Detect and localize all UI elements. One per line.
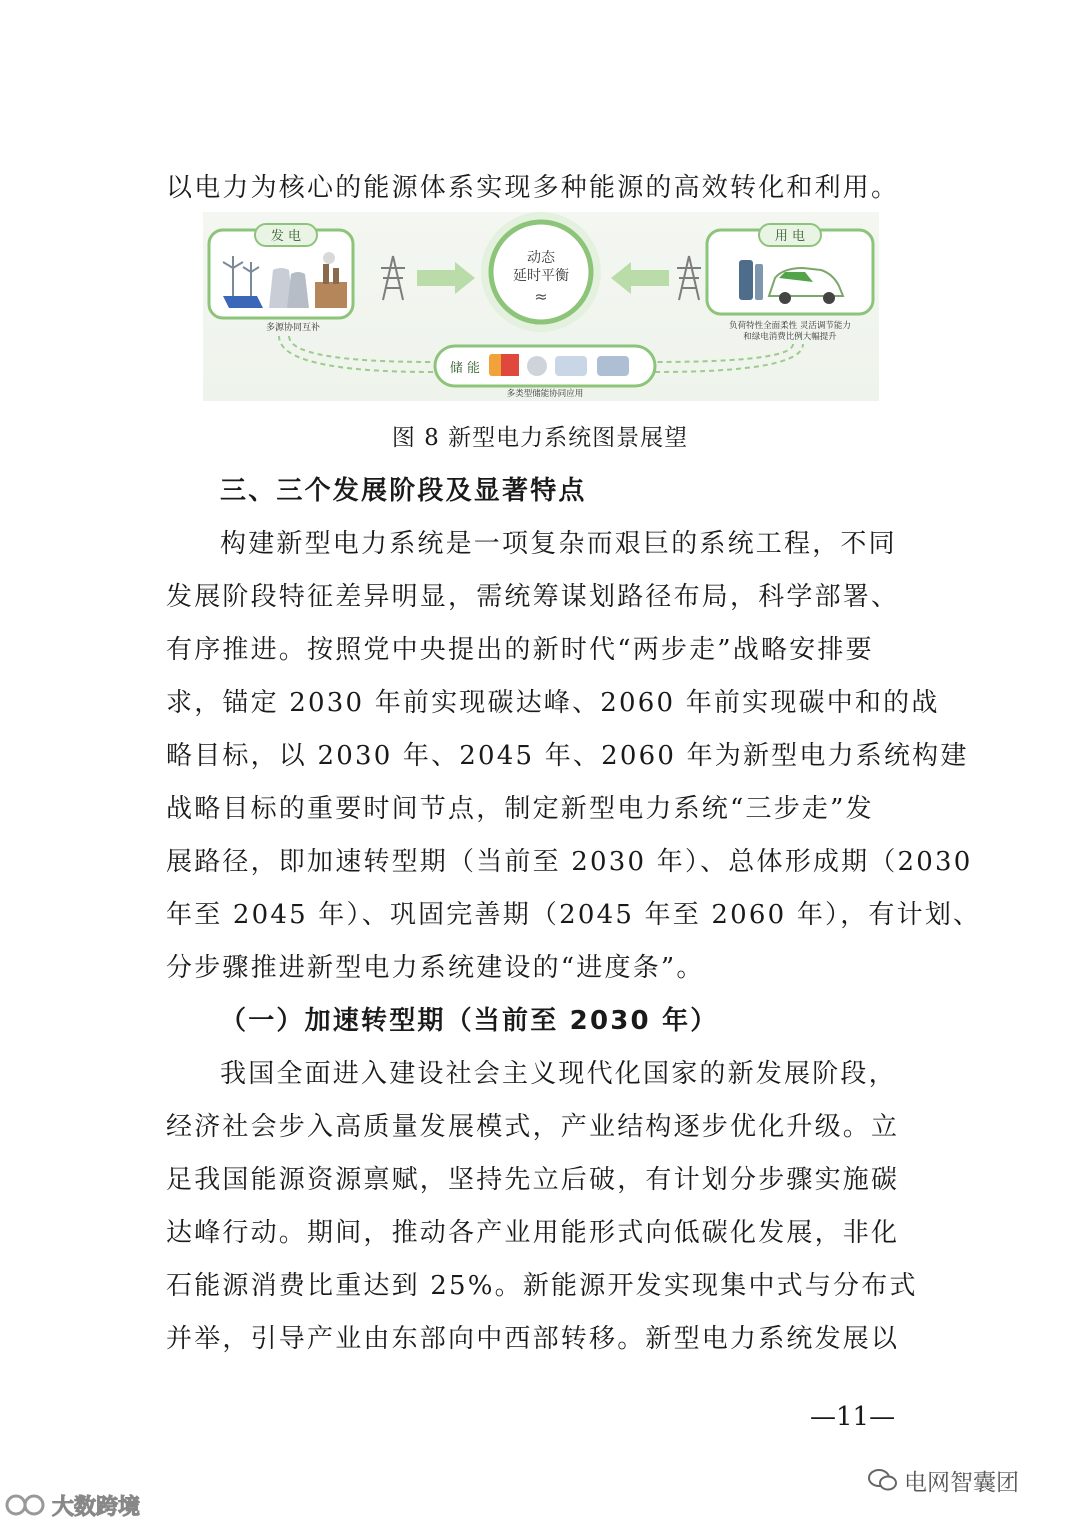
paragraph-line: 以电力为核心的能源体系实现多种能源的高效转化和利用。 — [166, 173, 900, 203]
paragraph-line: 构建新型电力系统是一项复杂而艰巨的系统工程，不同 — [220, 529, 897, 559]
storage-note: 多类型储能协同应用 — [506, 389, 584, 399]
corner-watermark — [4, 1490, 140, 1520]
subsection-heading: （一）加速转型期（当前至 2030 年） — [220, 1006, 719, 1036]
paragraph-line: 达峰行动。期间，推动各产业用能形式向低碳化发展，非化 — [166, 1218, 900, 1248]
center-line2: 延时平衡 — [513, 268, 569, 284]
transmission-tower-icon — [381, 256, 405, 300]
charger-icon — [739, 260, 753, 300]
gen-note: 多源协同互补 — [265, 323, 321, 333]
corner-watermark-text: 大数跨境 — [52, 1494, 141, 1520]
paragraph-line: 分步骤推进新型电力系统建设的“进度条”。 — [166, 953, 705, 983]
new-power-system-figure — [203, 212, 879, 401]
storage-label: 储 能 — [449, 361, 481, 376]
battery-icon — [489, 354, 519, 376]
transmission-tower-icon — [677, 256, 701, 300]
center-line1: 动态 — [527, 250, 555, 266]
solar-panel-icon — [223, 296, 263, 308]
paragraph-line: 略目标，以 2030 年、2045 年、2060 年为新型电力系统构建 — [166, 741, 969, 771]
paragraph-line: 我国全面进入建设社会主义现代化国家的新发展阶段， — [220, 1059, 897, 1089]
paragraph-line: 并举，引导产业由东部向中西部转移。新型电力系统发展以 — [166, 1324, 900, 1354]
use-note2: 和绿电消费比例大幅提升 — [743, 332, 837, 342]
gen-label: 发 电 — [270, 229, 302, 244]
flywheel-icon — [527, 356, 547, 376]
storage-tank-icon — [555, 356, 587, 376]
arrow-right-icon — [417, 262, 475, 294]
figure-caption: 图 8 新型电力系统图景展望 — [391, 425, 689, 451]
wave-icon: ≈ — [534, 287, 548, 306]
watermark-logo-icon — [4, 1493, 48, 1517]
use-label: 用 电 — [774, 229, 806, 244]
paragraph-line: 展路径，即加速转型期（当前至 2030 年）、总体形成期（2030 — [166, 847, 973, 877]
wechat-watermark-text: 电网智囊团 — [904, 1469, 1019, 1496]
paragraph-line: 石能源消费比重达到 25%。新能源开发实现集中式与分布式 — [166, 1271, 918, 1301]
wechat-icon — [868, 1467, 898, 1493]
paragraph-line: 经济社会步入高质量发展模式，产业结构逐步优化升级。立 — [166, 1112, 900, 1142]
paragraph-line: 战略目标的重要时间节点，制定新型电力系统“三步走”发 — [166, 794, 874, 824]
paragraph-line: 足我国能源资源禀赋，坚持先立后破，有计划分步骤实施碳 — [166, 1165, 900, 1195]
power-plant-icon — [269, 268, 309, 308]
arrow-left-icon — [611, 262, 669, 294]
paragraph-line: 有序推进。按照党中央提出的新时代“两步走”战略安排要 — [166, 635, 874, 665]
paragraph-line: 年至 2045 年）、巩固完善期（2045 年至 2060 年），有计划、 — [166, 900, 982, 930]
wechat-watermark — [868, 1462, 1019, 1498]
page-number: —11— — [810, 1402, 896, 1432]
paragraph-line: 求，锚定 2030 年前实现碳达峰、2060 年前实现碳中和的战 — [166, 688, 940, 718]
use-note1: 负荷特性全面柔性 灵活调节能力 — [729, 321, 851, 331]
paragraph-line: 发展阶段特征差异明显，需统筹谋划路径布局，科学部署、 — [166, 582, 900, 612]
storage-unit-icon — [597, 356, 629, 376]
section-heading: 三、三个发展阶段及显著特点 — [220, 476, 587, 506]
